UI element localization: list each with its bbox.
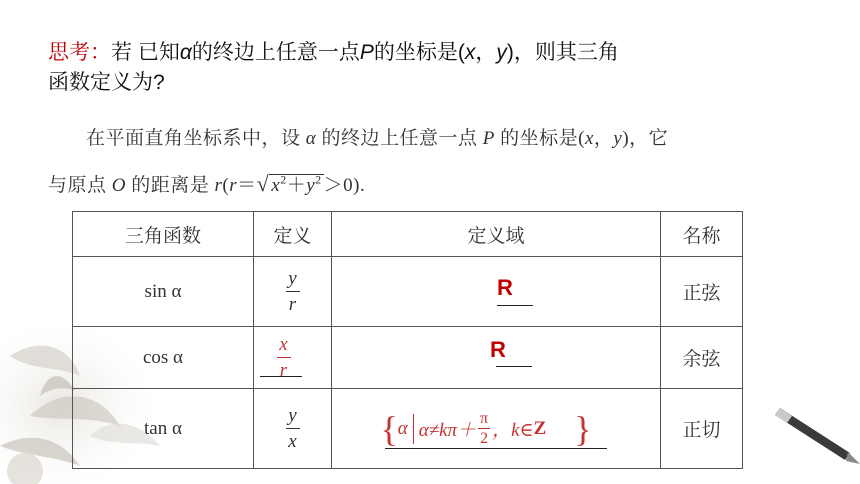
func-cell: sin α — [73, 257, 254, 327]
var-y: y — [496, 41, 507, 64]
radicand — [269, 174, 323, 196]
paragraph-text: 的坐标是( — [500, 128, 585, 149]
fraction — [277, 334, 291, 381]
table-row — [73, 389, 743, 469]
fraction — [286, 405, 300, 452]
denominator: x — [288, 431, 297, 452]
origin-o: O — [111, 175, 126, 196]
fraction-bar — [286, 428, 300, 429]
var-r: r — [229, 175, 238, 196]
func-cell: cos α — [73, 327, 254, 389]
paragraph-text: 的距离是 — [131, 175, 210, 196]
fraction — [286, 268, 300, 315]
numerator: y — [288, 268, 297, 289]
numerator: x — [279, 334, 288, 355]
var-x: x — [271, 175, 281, 196]
domain-cell — [332, 257, 661, 327]
definition-paragraph-line1 — [48, 123, 668, 150]
left-brace: { — [380, 408, 398, 449]
pi-over-two — [478, 410, 490, 447]
paragraph-text: 在平面直角坐标系中，设 — [86, 128, 301, 149]
answer-underline — [385, 448, 607, 449]
var-x: x — [464, 41, 476, 64]
point-p: P — [359, 41, 374, 64]
alpha-symbol: α — [305, 128, 317, 149]
fraction-bar — [478, 428, 490, 429]
answer-underline — [260, 376, 302, 377]
paragraph-text: ， — [593, 128, 614, 149]
set-divider — [413, 414, 414, 444]
paragraph-text: ( — [222, 175, 230, 196]
paragraph-text: 与原点 — [48, 175, 107, 196]
paragraph-text: ＝ — [237, 175, 257, 196]
question-text: 若 已知 — [111, 41, 180, 64]
right-brace: } — [574, 408, 592, 449]
definition-cell — [254, 389, 332, 469]
sqrt-symbol: √ — [256, 171, 270, 196]
var-x: x — [584, 128, 594, 149]
point-p: P — [482, 128, 495, 149]
question-text: 的终边上任意一点 — [191, 41, 360, 64]
definition-cell — [254, 257, 332, 327]
var-r: r — [214, 175, 223, 196]
plus-sign: ＋ — [286, 175, 307, 196]
fraction-bar — [277, 357, 291, 358]
domain-answer: R — [497, 274, 513, 300]
exponent: 2 — [315, 172, 322, 187]
definition-cell — [254, 327, 332, 389]
tan-domain-set — [380, 410, 591, 447]
set-condition: α≠kπ＋ — [418, 420, 477, 441]
alpha-symbol: α — [179, 41, 192, 64]
header-cell: 定义域 — [332, 212, 661, 257]
question-text: ， — [475, 41, 497, 64]
exponent: 2 — [280, 172, 287, 187]
denominator: r — [288, 294, 297, 315]
trig-function-table — [72, 211, 743, 469]
question-text: )，则其三角 — [506, 41, 619, 64]
denominator: r — [279, 360, 288, 381]
question-text: 函数定义为? — [48, 71, 165, 94]
domain-cell — [332, 389, 661, 469]
brush-pen-decoration — [770, 398, 860, 468]
thinking-question — [48, 38, 748, 98]
set-variable: α — [397, 417, 408, 439]
header-cell: 名称 — [661, 212, 743, 257]
var-y: y — [306, 175, 316, 196]
question-text: 的坐标是( — [373, 41, 465, 64]
set-condition: ，k∈ — [492, 420, 534, 441]
header-cell: 三角函数 — [73, 212, 254, 257]
domain-cell — [332, 327, 661, 389]
name-cell: 余弦 — [661, 327, 743, 389]
table-row — [73, 327, 743, 389]
var-y: y — [613, 128, 623, 149]
thinking-label: 思考： — [48, 41, 111, 64]
paragraph-text: )，它 — [622, 128, 669, 149]
header-cell: 定义 — [254, 212, 332, 257]
table-header-row — [73, 212, 743, 257]
denominator: 2 — [480, 430, 489, 447]
numerator: y — [288, 405, 297, 426]
name-cell: 正弦 — [661, 257, 743, 327]
paragraph-text: 的终边上任意一点 — [321, 128, 478, 149]
domain-answer: R — [490, 336, 506, 362]
fraction-bar — [286, 291, 300, 292]
answer-underline — [497, 305, 533, 306]
table-row — [73, 257, 743, 327]
func-cell: tan α — [73, 389, 254, 469]
integers-symbol: Z — [533, 417, 547, 439]
pi-symbol: π — [480, 410, 489, 427]
answer-underline — [496, 366, 532, 367]
name-cell: 正切 — [661, 389, 743, 469]
definition-paragraph-line2 — [48, 170, 365, 197]
paragraph-text: ＞0). — [323, 175, 366, 196]
